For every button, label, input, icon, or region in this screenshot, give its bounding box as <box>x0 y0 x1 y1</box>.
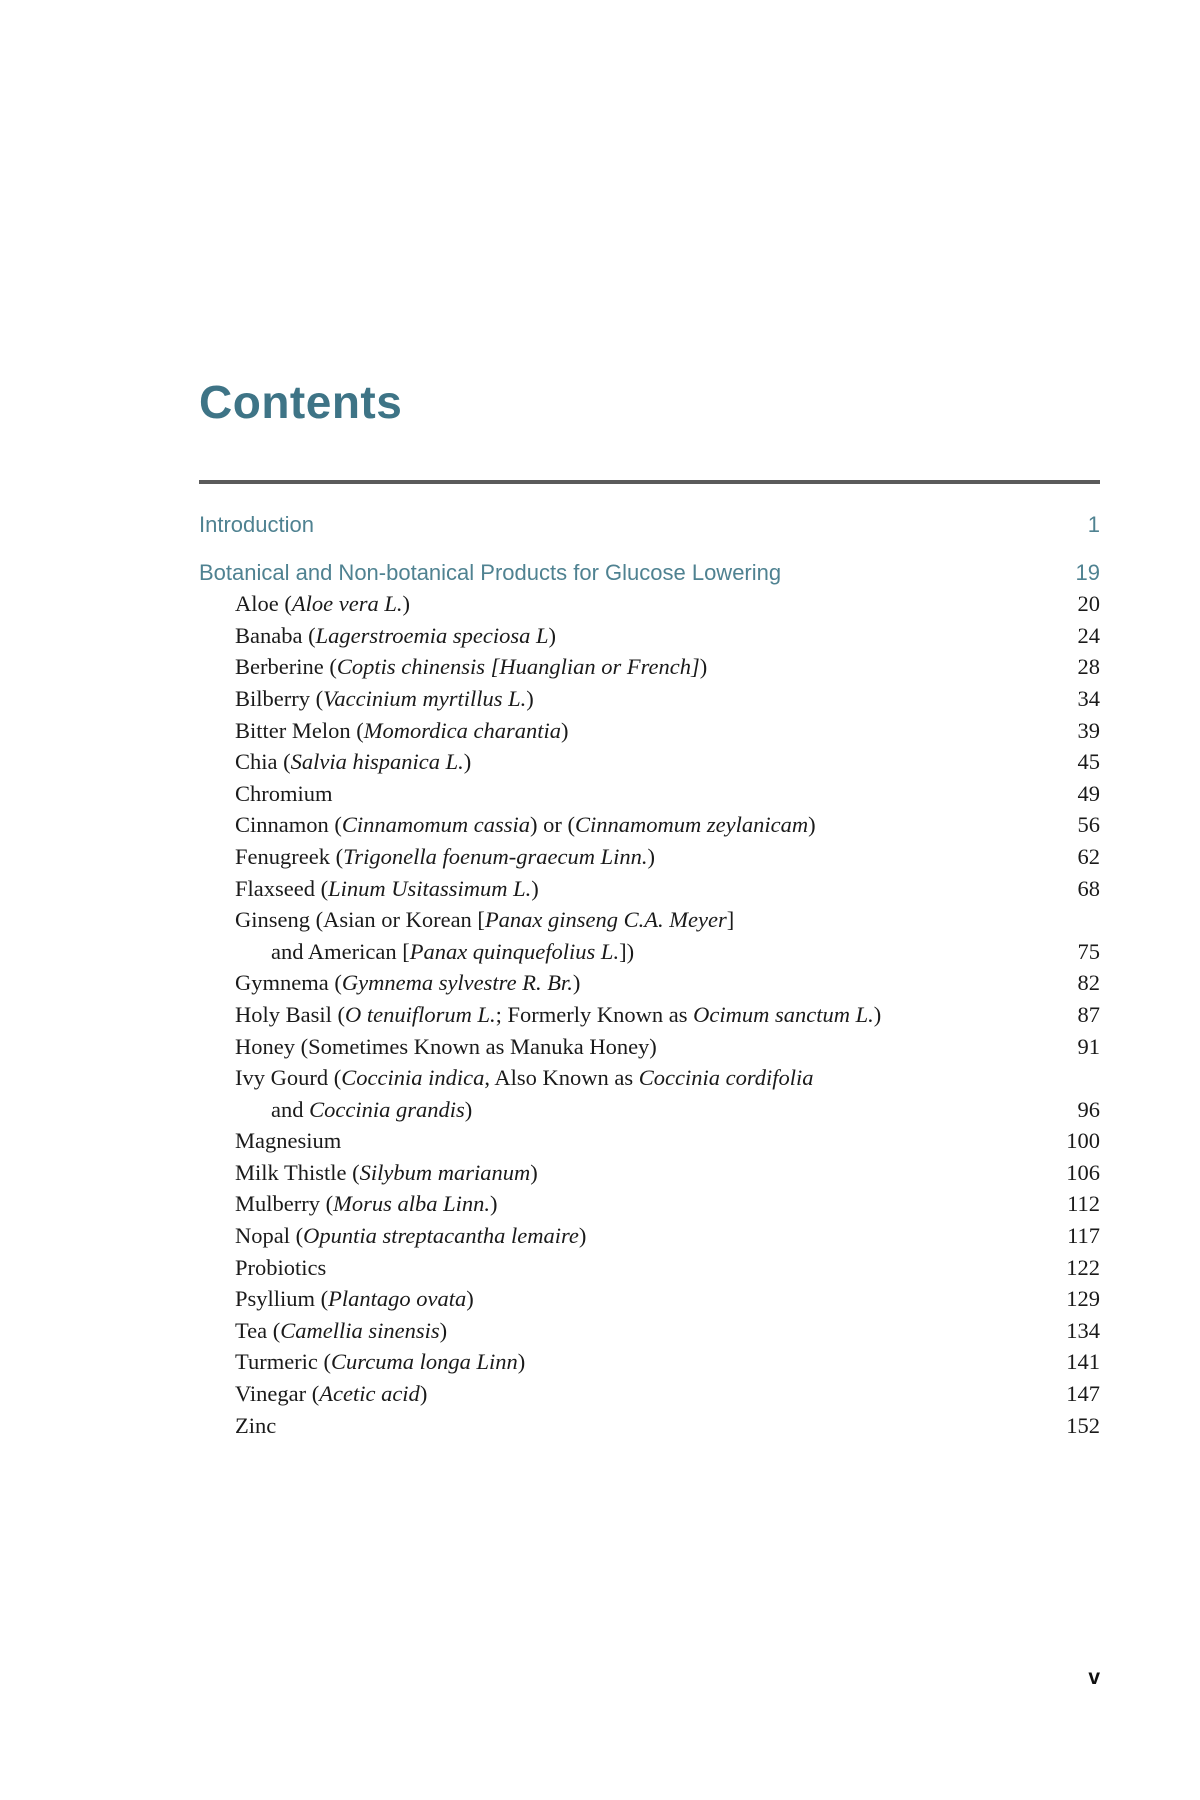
toc-list <box>199 509 1100 1441</box>
toc-page-number: 34 <box>1077 685 1100 711</box>
toc-page-number: 28 <box>1077 654 1100 680</box>
title-divider-rule <box>199 480 1100 484</box>
toc-entry-text-line: Vinegar (Acetic acid) <box>235 1381 428 1407</box>
toc-entry-label <box>199 651 1062 683</box>
toc-entry <box>199 683 1100 715</box>
toc-entry <box>199 557 1100 589</box>
toc-entry <box>199 1410 1100 1442</box>
toc-entry-label <box>199 904 1062 967</box>
toc-page-number: 19 <box>1075 559 1100 585</box>
toc-entry-label <box>199 1346 1050 1378</box>
toc-entry <box>199 509 1100 541</box>
toc-entry-label <box>199 778 1062 810</box>
toc-entry-label <box>199 1062 1062 1125</box>
toc-entry <box>199 1346 1100 1378</box>
toc-page-number: 49 <box>1077 780 1100 806</box>
toc-entry-label <box>199 557 1060 589</box>
toc-page-number: 152 <box>1066 1412 1100 1438</box>
toc-entry <box>199 873 1100 905</box>
toc-entry-text-line: and American [Panax quinquefolius L.]) <box>271 938 635 964</box>
toc-entry-label <box>199 1378 1050 1410</box>
toc-entry-label <box>199 715 1062 747</box>
toc-entry <box>199 1031 1100 1063</box>
toc-entry-text-line: Mulberry (Morus alba Linn.) <box>235 1191 498 1217</box>
toc-entry <box>199 588 1100 620</box>
toc-entry <box>199 778 1100 810</box>
toc-page-number: 100 <box>1066 1128 1100 1154</box>
toc-entry-text-line: Gymnema (Gymnema sylvestre R. Br.) <box>235 970 581 996</box>
toc-entry-text-line: Holy Basil (O tenuiflorum L.; Formerly Known as Ocimum sanctum L.) <box>235 1001 882 1027</box>
toc-entry-label <box>199 841 1062 873</box>
toc-entry-text-line: Zinc <box>235 1412 277 1438</box>
toc-entry-text-line: Milk Thistle (Silybum marianum) <box>235 1159 538 1185</box>
toc-page-number: 87 <box>1077 1001 1100 1027</box>
toc-entry-text-line: Ginseng (Asian or Korean [Panax ginseng C.A. Meyer] <box>235 907 735 933</box>
toc-page-number: 20 <box>1077 591 1100 617</box>
toc-entry <box>199 1157 1100 1189</box>
toc-entry-text-line: Honey (Sometimes Known as Manuka Honey) <box>235 1033 657 1059</box>
toc-page-number: 106 <box>1066 1159 1100 1185</box>
toc-entry-text-line: Bilberry (Vaccinium myrtillus L.) <box>235 685 534 711</box>
toc-page-number: 96 <box>1077 1096 1100 1122</box>
toc-entry-label <box>199 1252 1050 1284</box>
toc-page-number: 91 <box>1077 1033 1100 1059</box>
toc-page-number: 24 <box>1077 622 1100 648</box>
toc-entry <box>199 1125 1100 1157</box>
toc-entry-text-line: Chia (Salvia hispanica L.) <box>235 749 472 775</box>
toc-page-number: 75 <box>1077 938 1100 964</box>
toc-entry <box>199 1188 1100 1220</box>
toc-entry-label <box>199 1125 1050 1157</box>
toc-entry-text-line: Flaxseed (Linum Usitassimum L.) <box>235 875 539 901</box>
toc-page-number: 39 <box>1077 717 1100 743</box>
toc-entry-text-line: Ivy Gourd (Coccinia indica, Also Known as Coccinia cordifolia <box>235 1065 814 1091</box>
toc-entry-text-line: Probiotics <box>235 1254 327 1280</box>
toc-entry-label <box>199 1283 1050 1315</box>
toc-page-number: 112 <box>1067 1191 1100 1217</box>
toc-entry <box>199 1252 1100 1284</box>
toc-entry <box>199 809 1100 841</box>
toc-entry <box>199 1315 1100 1347</box>
toc-entry <box>199 999 1100 1031</box>
toc-entry-text-line: Botanical and Non-botanical Products for Glucose Lowering <box>199 559 782 585</box>
toc-entry-text-line: Bitter Melon (Momordica charantia) <box>235 717 569 743</box>
toc-page-number: 1 <box>1087 512 1100 537</box>
toc-entry-label <box>199 509 1072 541</box>
toc-entry <box>199 1283 1100 1315</box>
toc-page-number: 117 <box>1067 1223 1100 1249</box>
toc-entry <box>199 904 1100 967</box>
toc-entry <box>199 1220 1100 1252</box>
folio-page-number: v <box>1088 1666 1100 1689</box>
toc-entry-label <box>199 967 1062 999</box>
toc-entry-label <box>199 1220 1051 1252</box>
toc-entry <box>199 746 1100 778</box>
toc-page-number: 134 <box>1066 1317 1100 1343</box>
toc-entry <box>199 715 1100 747</box>
toc-page-number: 56 <box>1077 812 1100 838</box>
toc-page-number: 141 <box>1066 1349 1100 1375</box>
toc-entry <box>199 1062 1100 1125</box>
toc-entry-label <box>199 1315 1050 1347</box>
toc-page-number: 147 <box>1066 1381 1100 1407</box>
toc-page-number: 45 <box>1077 749 1100 775</box>
toc-entry-label <box>199 809 1062 841</box>
toc-entry-text-line: Turmeric (Curcuma longa Linn) <box>235 1349 526 1375</box>
toc-entry-label <box>199 1188 1051 1220</box>
toc-entry <box>199 967 1100 999</box>
toc-entry-text-line: Banaba (Lagerstroemia speciosa L) <box>235 622 557 648</box>
toc-entry-text-line: Berberine (Coptis chinensis [Huanglian or French]) <box>235 654 708 680</box>
toc-entry-label <box>199 620 1062 652</box>
toc-page-number: 129 <box>1066 1286 1100 1312</box>
toc-entry-text-line: Nopal (Opuntia streptacantha lemaire) <box>235 1223 587 1249</box>
toc-entry <box>199 620 1100 652</box>
toc-page-number: 82 <box>1077 970 1100 996</box>
toc-entry-label <box>199 746 1062 778</box>
toc-entry-text-line: Introduction <box>199 512 314 537</box>
toc-entry-label <box>199 1157 1050 1189</box>
toc-entry-text-line: Fenugreek (Trigonella foenum-graecum Linn.) <box>235 843 655 869</box>
toc-entry-label <box>199 873 1062 905</box>
toc-entry-text-line: Chromium <box>235 780 333 806</box>
toc-entry <box>199 841 1100 873</box>
toc-entry-label <box>199 1410 1050 1442</box>
toc-entry <box>199 651 1100 683</box>
toc-entry-text-line: Psyllium (Plantago ovata) <box>235 1286 474 1312</box>
toc-entry-text-line: Magnesium <box>235 1128 342 1154</box>
toc-page-number: 68 <box>1077 875 1100 901</box>
toc-entry-label <box>199 1031 1062 1063</box>
toc-page-number: 122 <box>1066 1254 1100 1280</box>
toc-entry <box>199 1378 1100 1410</box>
toc-page-number: 62 <box>1077 843 1100 869</box>
toc-entry-text-line: and Coccinia grandis) <box>271 1096 473 1122</box>
page-title: Contents <box>199 375 403 428</box>
toc-entry-text-line: Cinnamon (Cinnamomum cassia) or (Cinnamomum zeylanicam) <box>235 812 816 838</box>
toc-entry-label <box>199 588 1062 620</box>
toc-entry-label <box>199 683 1062 715</box>
toc-entry-label <box>199 999 1062 1031</box>
toc-entry-text-line: Tea (Camellia sinensis) <box>235 1317 448 1343</box>
toc-entry-text-line: Aloe (Aloe vera L.) <box>235 591 410 617</box>
